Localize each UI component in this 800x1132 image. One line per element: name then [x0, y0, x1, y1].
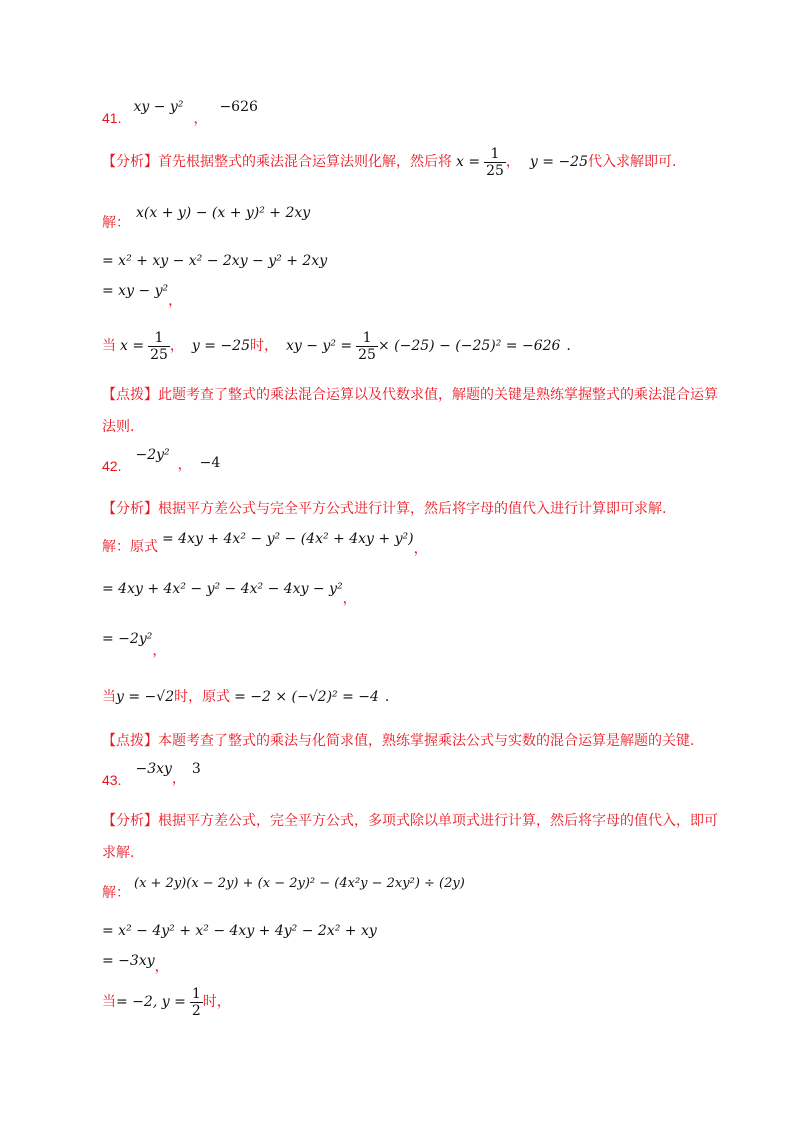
q42-step3: = −2y² — [102, 631, 153, 647]
q42-answer-expr: −2y² — [135, 447, 170, 463]
q43-step1: (x + 2y)(x − 2y) + (x − 2y)² − (4x²y − 2xy²) ÷ (2y) — [134, 876, 465, 891]
q41-tip-text-2: 法则. — [102, 419, 135, 435]
q41-analysis-x: x = — [456, 154, 481, 171]
q41-when-line — [102, 330, 571, 363]
q41-when-fraction — [148, 330, 170, 363]
q41-analysis-label: 【分析】 — [102, 154, 158, 171]
q41-step3-line — [102, 280, 183, 309]
q42-analysis-text: 根据平方差公式与完全平方公式进行计算，然后将字母的值代入进行计算即可求解. — [158, 501, 667, 517]
q41-step2: = x² + xy − x² − 2xy − y² + 2xy — [102, 253, 328, 269]
q42-tip-text: 本题考查了整式的乘法与化简求值，熟练掌握乘法公式与实数的混合运算是解题的关键. — [158, 733, 695, 749]
q41-tip-line-2 — [102, 416, 134, 436]
q41-analysis — [102, 146, 676, 179]
q43-analysis-label: 【分析】 — [102, 813, 158, 829]
q43-step1-line — [102, 872, 465, 901]
q41-analysis-comma: ， — [505, 154, 520, 171]
q43-when-expr: = −2, y = — [116, 994, 186, 1011]
q42-tip-label: 【点拨】 — [102, 733, 158, 749]
q41-when-comma: ， — [169, 338, 184, 355]
q42-sep: ， — [177, 457, 192, 473]
q41-analysis-fraction — [484, 146, 506, 179]
q41-step3-tail: ， — [168, 293, 183, 309]
q42-step3-line — [102, 628, 167, 659]
q42-step2-tail: ， — [342, 591, 357, 607]
q43-answer-expr: −3xy — [135, 761, 172, 777]
q41-when-fraction-2 — [356, 330, 378, 363]
q43-answer-line — [102, 758, 201, 788]
q42-step2: = 4xy + 4x² − y² − 4x² − 4xy − y² — [102, 581, 343, 597]
q43-sep: ， — [171, 771, 186, 787]
q41-sep: ， — [193, 111, 208, 127]
q42-when-end: . — [384, 689, 390, 705]
q41-answer-expr: xy − y² — [133, 99, 184, 115]
q43-step3-line — [102, 950, 169, 975]
q42-when-time: 时，原式 — [174, 689, 231, 705]
q41-when-end: . — [566, 338, 571, 355]
q43-solve-label: 解： — [102, 885, 130, 901]
q41-when-den2: 25 — [358, 347, 376, 363]
q42-analysis — [102, 498, 666, 518]
q41-step3: = xy − y² — [102, 283, 169, 299]
q41-when-den: 25 — [150, 347, 168, 363]
q41-analysis-y: y = −25 — [529, 154, 588, 171]
q43-answer-value: 3 — [191, 761, 201, 777]
q43-when-den: 2 — [191, 1003, 201, 1019]
q42-when-label: 当 — [102, 689, 116, 705]
q41-solve-label: 解： — [102, 215, 130, 231]
q43-when-time: 时， — [202, 994, 231, 1011]
q41-when-y: y = −25 — [191, 338, 250, 355]
q41-answer-line — [102, 96, 258, 127]
q42-when-y: y = −√2 — [116, 689, 175, 705]
q41-when-num: 1 — [148, 330, 170, 347]
q42-step3-tail: ， — [152, 643, 167, 659]
q43-step3-tail: ， — [154, 959, 169, 975]
q43-step3: = −3xy — [102, 953, 155, 969]
q41-tip-label: 【点拨】 — [102, 387, 158, 403]
q42-tip-line — [102, 730, 694, 750]
q41-when-label: 当 — [102, 338, 116, 355]
q41-when-expr-b: × (−25) − (−25)² = −626 — [377, 338, 561, 355]
q41-step1-line — [102, 202, 311, 231]
q42-when-line — [102, 686, 389, 706]
q43-number: 43. — [102, 772, 122, 788]
q41-tip-text-1: 此题考查了整式的乘法混合运算以及代数求值，解题的关键是熟练掌握整式的乘法混合运算 — [158, 387, 718, 403]
q42-answer-value: −4 — [199, 455, 221, 471]
q41-number: 41. — [102, 110, 122, 126]
q41-analysis-num: 1 — [484, 146, 506, 163]
q41-step2-line — [102, 252, 327, 270]
q42-number: 42. — [102, 458, 122, 474]
q42-solve-label: 解：原式 — [102, 539, 158, 555]
q43-when-fraction — [190, 986, 203, 1019]
q41-answer-value: −626 — [219, 99, 258, 115]
q41-tip-line-1 — [102, 384, 718, 404]
q43-analysis-text-2: 求解. — [102, 845, 135, 861]
q43-step2: = x² − 4y² + x² − 4xy + 4y² − 2x² + xy — [102, 923, 377, 939]
q41-step1: x(x + y) − (x + y)² + 2xy — [136, 205, 311, 221]
q43-when-num: 1 — [191, 986, 201, 1002]
q43-when-line — [102, 986, 231, 1019]
q41-analysis-text-a: 首先根据整式的乘法混合运算法则化解，然后将 — [158, 154, 452, 171]
q42-analysis-label: 【分析】 — [102, 501, 158, 517]
q43-analysis-text-1: 根据平方差公式，完全平方公式，多项式除以单项式进行计算，然后将字母的值代入，即可 — [158, 813, 718, 829]
q42-step1: = 4xy + 4x² − y² − (4x² + 4xy + y²) — [162, 531, 414, 547]
q41-analysis-text-b: 代入求解即可. — [588, 154, 677, 171]
q41-when-expr-a: xy − y² = — [286, 338, 353, 355]
q42-when-expr: = −2 × (−√2)² = −4 — [234, 689, 379, 705]
q43-analysis-line-1 — [102, 810, 718, 830]
q41-when-num2: 1 — [356, 330, 378, 347]
q42-step2-line — [102, 578, 357, 607]
q41-when-x: x = — [120, 338, 145, 355]
q43-step2-line — [102, 922, 377, 940]
q42-step1-line — [102, 528, 428, 557]
q41-analysis-den: 25 — [486, 163, 504, 179]
q43-analysis-line-2 — [102, 842, 134, 862]
q42-step1-tail: ， — [413, 541, 428, 557]
q41-when-time: 时， — [250, 338, 278, 355]
q43-when-label: 当 — [102, 994, 116, 1011]
q42-answer-line — [102, 444, 221, 474]
